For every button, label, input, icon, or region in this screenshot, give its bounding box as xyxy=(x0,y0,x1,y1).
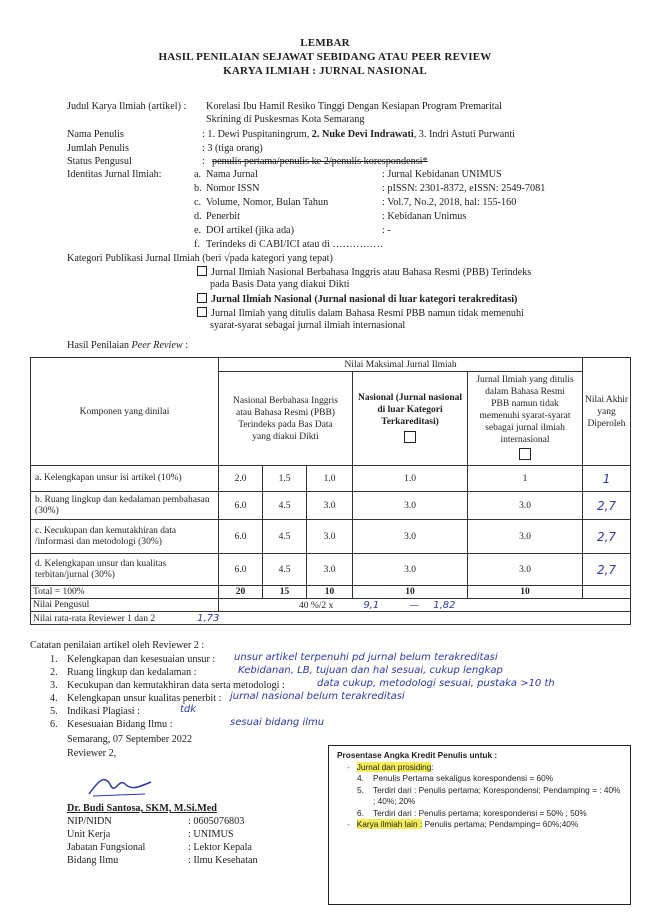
pengusul-value: 40 %/2 x 9,1 — 1,82 xyxy=(219,599,631,612)
row-label: d. Kelengkapan unsur dan kualitas terbitan/jurnal (30%) xyxy=(31,554,219,586)
row-v2: 4.5 xyxy=(263,554,307,586)
identitas-label-item: Nama Jurnal xyxy=(206,169,258,180)
catatan-hand: jurnal nasional belum terakreditasi xyxy=(230,691,405,702)
identitas-value: : pISSN: 2301-8372, eISSN: 2549-7081 xyxy=(382,183,546,194)
catatan-no: 2. xyxy=(50,667,58,678)
catatan-label: Kecukupan dan kemutakhiran data serta metodologi : xyxy=(67,680,285,691)
identitas-value: : - xyxy=(382,225,391,236)
kategori-label: Kategori Publikasi Jurnal Ilmiah (beri √pada kategori yang tepat) xyxy=(67,253,333,264)
judul-value-2: Skrining di Puskesmas Kota Semarang xyxy=(206,114,365,125)
credit-note-box xyxy=(328,745,631,905)
total-final xyxy=(583,586,631,599)
row-final: 2,7 xyxy=(583,492,631,520)
header-col3: Jurnal Ilmiah yang ditulis dalam Bahasa Resmi PBB namun tidak memenuhi syarat-syarat sebagai jurnal ilmiah internasional xyxy=(468,372,583,466)
jumlah-label: Jumlah Penulis xyxy=(67,143,129,154)
row-label: b. Ruang lingkup dan kedalaman pembahasan (30%) xyxy=(31,492,219,520)
catatan-hand: tdk xyxy=(180,704,197,715)
row-v3: 3.0 xyxy=(307,520,353,554)
catatan-hand: Kebidanan, LB, tujuan dan hal sesuai, cukup lengkap xyxy=(238,665,503,676)
row-v3: 3.0 xyxy=(307,554,353,586)
row-v5: 1 xyxy=(468,466,583,492)
checkbox-icon[interactable] xyxy=(197,307,207,317)
note-items xyxy=(337,773,622,819)
row-v3: 3.0 xyxy=(307,492,353,520)
header-komponen: Komponen yang dinilai xyxy=(31,358,219,466)
rata-row: Nilai rata-rata Reviewer 1 dan 2 1,73 xyxy=(31,612,631,625)
row-v4: 3.0 xyxy=(353,492,468,520)
header-nilai-max: Nilai Maksimal Jurnal Ilmiah xyxy=(219,358,583,372)
status-value: penulis pertama/penulis ke 2/penulis korespondensi* xyxy=(212,156,428,167)
row-v1: 6.0 xyxy=(219,492,263,520)
catatan-hand: data cukup, metodologi sesuai, pustaka >10 th xyxy=(317,678,555,689)
catatan-label: Indikasi Plagiasi : xyxy=(67,706,141,717)
row-v5: 3.0 xyxy=(468,554,583,586)
row-v5: 3.0 xyxy=(468,492,583,520)
catatan-label: Kesesuaian Bidang Ilmu : xyxy=(67,719,173,730)
identitas-label-item: Penerbit xyxy=(206,211,240,222)
table-row xyxy=(31,466,631,492)
total-v3: 10 xyxy=(307,586,353,599)
table-row xyxy=(31,520,631,554)
identitas-key: a. xyxy=(194,169,202,180)
identitas-key: b. xyxy=(194,183,202,194)
total-v4: 10 xyxy=(353,586,468,599)
catatan-hand: unsur artikel terpenuhi pd jurnal belum terakreditasi xyxy=(234,652,498,663)
identitas-key: f. xyxy=(194,239,200,250)
checkbox-icon[interactable] xyxy=(197,266,207,276)
row-v1: 6.0 xyxy=(219,554,263,586)
row-v5: 3.0 xyxy=(468,520,583,554)
kategori-option-3[interactable]: Jurnal Ilmiah yang ditulis dalam Bahasa Resmi PBB namun tidak memenuhi xyxy=(197,307,524,319)
row-final: 2,7 xyxy=(583,554,631,586)
nama-label: Nama Penulis xyxy=(67,129,124,140)
table-row xyxy=(31,492,631,520)
row-final: 1 xyxy=(583,466,631,492)
identitas-key: e. xyxy=(194,225,202,236)
catatan-no: 5. xyxy=(50,706,58,717)
checkbox-icon[interactable] xyxy=(197,293,207,303)
sig-field-value: : Lektor Kepala xyxy=(188,842,252,853)
table-row xyxy=(31,554,631,586)
total-v1: 20 xyxy=(219,586,263,599)
row-v1: 6.0 xyxy=(219,520,263,554)
header-nilai-akhir: Nilai Akhir yang Diperoleh xyxy=(583,358,631,466)
note-item: 5. Terdiri dari : Penulis pertama; Korespondensi; Pendamping = : 40% ; 40%; 20% xyxy=(357,784,621,806)
total-v2: 15 xyxy=(263,586,307,599)
signature-scribble xyxy=(85,772,155,800)
identitas-label-item: Volume, Nomor, Bulan Tahun xyxy=(206,197,329,208)
catatan-hand: sesuai bidang ilmu xyxy=(230,717,325,728)
header-line3: KARYA ILMIAH : JURNAL NASIONAL xyxy=(223,65,427,77)
catatan-no: 1. xyxy=(50,654,58,665)
catatan-no: 4. xyxy=(50,693,58,704)
header-col2: Nasional (Jurnal nasional di luar Kategori Terkareditasi) xyxy=(353,372,468,466)
kategori-option-3-cont: syarat-syarat sebagai jurnal ilmiah internasional xyxy=(210,320,406,331)
sig-field-value: : Ilmu Kesehatan xyxy=(188,855,258,866)
header-line1: LEMBAR xyxy=(300,37,350,49)
note-item: 4. Penulis Pertama sekaligus korespondensi = 60% xyxy=(357,773,554,783)
sig-field-label: Unit Kerja xyxy=(67,829,111,840)
kategori-option-2[interactable]: Jurnal Ilmiah Nasional (Jurnal nasional di luar kategori terakreditasi) xyxy=(197,293,517,305)
checkbox-icon xyxy=(519,448,531,460)
status-label: Status Pengusul xyxy=(67,156,132,167)
catatan-no: 3. xyxy=(50,680,58,691)
sig-field-label: NIP/NIDN xyxy=(67,816,112,827)
catatan-label: Ruang lingkup dan kedalaman : xyxy=(67,667,197,678)
catatan-label: Kelengkapan unsur kualitas penerbit : xyxy=(67,693,222,704)
sig-field-value: : 0605076803 xyxy=(188,816,245,827)
row-v4: 1.0 xyxy=(353,466,468,492)
identitas-label-item: Terindeks di CABI/ICI atau di …………… xyxy=(206,239,384,250)
row-v3: 1.0 xyxy=(307,466,353,492)
catatan-no: 6. xyxy=(50,719,58,730)
identitas-key: d. xyxy=(194,211,202,222)
judul-label: Judul Karya Ilmiah (artikel) : xyxy=(67,101,187,112)
note-sub2: - Karya ilmiah lain : Penulis pertama; Pendamping= 60%;40% xyxy=(347,819,579,829)
row-v1: 2.0 xyxy=(219,466,263,492)
nama-value: : 1. Dewi Puspitaningrum, 2. Nuke Devi Indrawati, 3. Indri Astuti Purwanti xyxy=(202,129,515,140)
reviewer-label: Reviewer 2, xyxy=(67,748,117,759)
row-label: c. Kecukupan dan kemutakhiran data /informasi dan metodologi (30%) xyxy=(31,520,219,554)
row-v2: 4.5 xyxy=(263,492,307,520)
note-title: Prosentase Angka Kredit Penulis untuk : xyxy=(337,750,498,760)
row-v4: 3.0 xyxy=(353,520,468,554)
row-final: 2,7 xyxy=(583,520,631,554)
row-v4: 3.0 xyxy=(353,554,468,586)
kategori-option-1[interactable]: Jurnal Ilmiah Nasional Berbahasa Inggris atau Bahasa Resmi (PBB) Terindeks xyxy=(197,266,531,278)
identitas-label: Identitas Jurnal Ilmiah: xyxy=(67,169,162,180)
catatan-label: Kelengkapan dan kesesuaian unsur : xyxy=(67,654,216,665)
score-rows xyxy=(31,466,631,586)
judul-value-1: Korelasi Ibu Hamil Resiko Tinggi Dengan Kesiapan Program Premarital xyxy=(206,101,502,112)
catatan-title: Catatan penilaian artikel oleh Reviewer 2 : xyxy=(30,640,205,651)
identitas-value: : Vol.7, No.2, 2018, hal: 155-160 xyxy=(382,197,517,208)
status-colon: : xyxy=(202,156,205,167)
sig-field-value: : UNIMUS xyxy=(188,829,234,840)
jumlah-value: : 3 (tiga orang) xyxy=(202,143,263,154)
pengusul-label: Nilai Pengusul xyxy=(31,599,219,612)
row-label: a. Kelengkapan unsur isi artikel (10%) xyxy=(31,466,219,492)
total-label: Total = 100% xyxy=(31,586,219,599)
kategori-option-1-cont: pada Basis Data yang diakui Dikti xyxy=(210,279,350,290)
hasil-label: Hasil Penilaian Peer Review : xyxy=(67,340,189,351)
place-date: Semarang, 07 September 2022 xyxy=(67,734,193,745)
sig-field-label: Jabatan Fungsional xyxy=(67,842,146,853)
row-v2: 4.5 xyxy=(263,520,307,554)
reviewer-name: Dr. Budi Santosa, SKM, M.Si.Med xyxy=(67,803,217,814)
header-line2: HASIL PENILAIAN SEJAWAT SEBIDANG ATAU PEER REVIEW xyxy=(158,51,492,63)
sig-field-label: Bidang Ilmu xyxy=(67,855,119,866)
identitas-value: : Jurnal Kebidanan UNIMUS xyxy=(382,169,502,180)
total-v5: 10 xyxy=(468,586,583,599)
note-item: 6. Terdiri dari : Penulis pertama; korespondensi = 50% ; 50% xyxy=(357,807,587,818)
header-col1: Nasional Berbahasa Inggris atau Bahasa Resmi (PBB) Terindeks pada Bas Data yang diakui Dikti xyxy=(219,372,353,466)
identitas-label-item: DOI artikel (jika ada) xyxy=(206,225,294,236)
identitas-key: c. xyxy=(194,197,202,208)
note-sub1: - Jurnal dan prosiding: xyxy=(347,761,434,772)
checkbox-checked-icon xyxy=(404,431,416,443)
score-table xyxy=(30,357,631,625)
identitas-value: : Kebidanan Unimus xyxy=(382,211,467,222)
row-v2: 1.5 xyxy=(263,466,307,492)
identitas-label-item: Nomor ISSN xyxy=(206,183,260,194)
